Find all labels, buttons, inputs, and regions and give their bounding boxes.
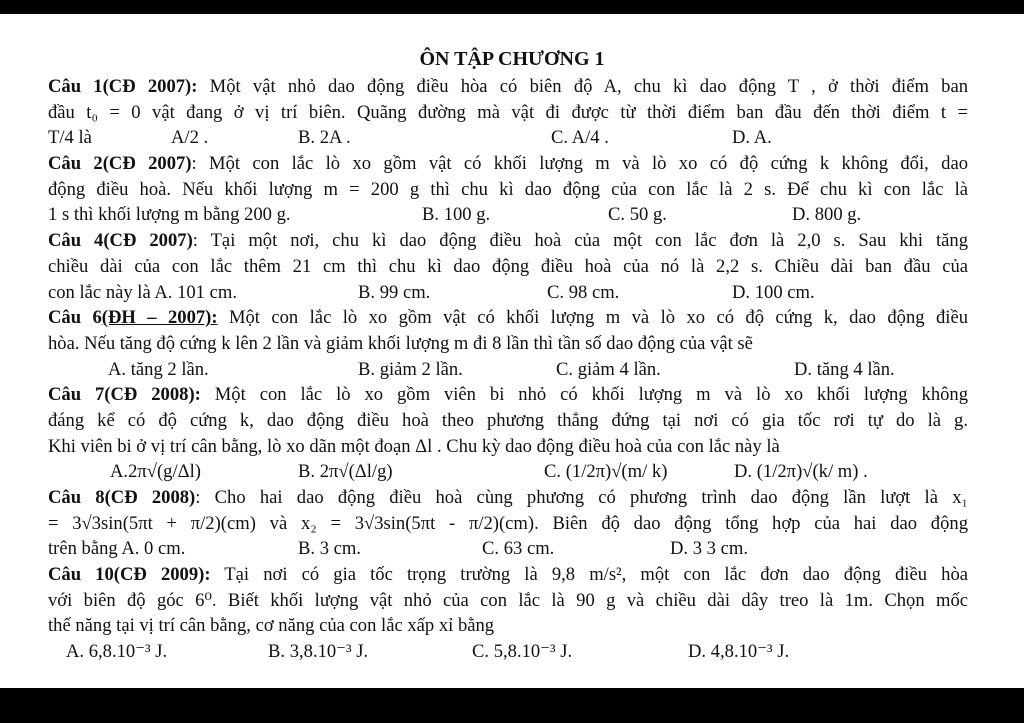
q1-option-b: B. 2A .	[298, 127, 351, 149]
q7-option-c: C. (1/2π)√(m/ k)	[544, 461, 668, 483]
q4-line-1: Câu 4(CĐ 2007): Tại một nơi, chu kì dao động điều hoà của một con lắc đơn là 2,0 s. Sau khi tăng	[48, 230, 968, 252]
q4-option-c: C. 98 cm.	[547, 281, 620, 303]
q8-option-c: C. 63 cm.	[482, 538, 555, 560]
q7-line-1: Câu 7(CĐ 2008): Một con lắc lò xo gồm viên bi nhỏ có khối lượng m và lò xo khối lượng không	[48, 384, 969, 406]
q2-head: Câu 2(CĐ 2007)	[48, 153, 192, 175]
q2-option-c: C. 50 g.	[608, 204, 667, 226]
q6-line-1: Câu 6(ĐH – 2007): Một con lắc lò xo gồm vật có khối lượng m và lò xo có độ cứng k, dao động điều	[48, 307, 968, 329]
q4-head: Câu 4(CĐ 2007)	[48, 230, 193, 252]
question-7	[48, 382, 968, 485]
q8-option-b: B. 3 cm.	[298, 538, 362, 560]
q10-option-b: B. 3,8.10⁻³ J.	[268, 641, 369, 663]
q7-line-2: đáng kể có độ cứng k, dao động điều hoà theo phương thẳng đứng tại nơi có gia tốc rơi tự do là g.	[48, 409, 968, 431]
q8-option-a: trên bằng A. 0 cm.	[48, 538, 186, 560]
q2-line-2: động điều hoà. Nếu khối lượng m = 200 g thì chu kì dao động của con lắc là 2 s. Để chu kì con lắc là	[48, 178, 968, 200]
q7-option-b: B. 2π√(Δl/g)	[298, 461, 393, 483]
q7-option-d: D. (1/2π)√(k/ m) .	[734, 461, 868, 483]
q10-option-d: D. 4,8.10⁻³ J.	[688, 641, 790, 663]
q1-option-c: C. A/4 .	[551, 127, 609, 149]
question-4	[48, 228, 968, 305]
question-1	[48, 74, 968, 151]
q8-line-1: Câu 8(CĐ 2008): Cho hai dao động điều hoà cùng phương có phương trình dao động lần lượt là x₁	[48, 487, 968, 508]
q7-head: Câu 7(CĐ 2008):	[48, 384, 201, 406]
question-6	[48, 305, 968, 382]
q10-option-a: A. 6,8.10⁻³ J.	[66, 641, 168, 663]
q6-option-b: B. giảm 2 lần.	[358, 358, 463, 380]
q2-option-b: B. 100 g.	[422, 204, 491, 226]
q4-options	[48, 280, 968, 306]
q7-line-3: Khi viên bi ở vị trí cân bằng, lò xo dãn một đoạn Δl . Chu kỳ dao động điều hoà của con lắc này là	[48, 435, 780, 457]
q8-option-d: D. 3 3 cm.	[670, 538, 748, 560]
q4-option-b: B. 99 cm.	[358, 281, 431, 303]
q2-options	[48, 202, 968, 228]
q8-options	[48, 536, 968, 562]
q1-line-2: đầu t₀ = 0 vật đang ở vị trí biên. Quãng đường mà vật đi được từ thời điểm ban đầu đến thời điểm t =	[48, 101, 968, 123]
q4-option-d: D. 100 cm.	[732, 281, 815, 303]
q6-option-c: C. giảm 4 lần.	[556, 358, 661, 380]
q7-options	[48, 459, 968, 485]
q10-head: Câu 10(CĐ 2009):	[48, 564, 211, 586]
q10-line-1: Câu 10(CĐ 2009): Tại nơi có gia tốc trọng trường là 9,8 m/s², một con lắc đơn dao động điều hòa	[48, 564, 968, 586]
q6-options	[48, 357, 968, 383]
question-2	[48, 151, 968, 228]
q10-options	[48, 639, 968, 665]
q4-option-a: con lắc này là A. 101 cm.	[48, 281, 237, 303]
q1-line-1: Câu 1(CĐ 2007): Một vật nhỏ dao động điều hòa có biên độ A, chu kì dao động T , ở thời điểm ban	[48, 76, 968, 97]
q2-option-d: D. 800 g.	[792, 204, 862, 226]
page-title: ÔN TẬP CHƯƠNG 1	[419, 48, 605, 70]
q6-head: Câu 6(ĐH – 2007):	[48, 307, 218, 329]
q8-line-2: = 3√3sin(5πt + π/2)(cm) và x₂ = 3√3sin(5πt - π/2)(cm). Biên độ dao động tổng hợp của hai dao động	[48, 512, 968, 534]
q4-line-2: chiều dài của con lắc thêm 21 cm thì chu kì dao động điều hoà của nó là 2,2 s. Chiều dài ban đầu của	[48, 255, 968, 277]
q10-line-3: thế năng tại vị trí cân bằng, cơ năng của con lắc xấp xỉ bằng	[48, 615, 495, 637]
q2-option-a: 1 s thì khối lượng m bằng 200 g.	[48, 204, 291, 226]
q1-option-a: A/2 .	[171, 127, 209, 149]
q8-head: Câu 8(CĐ 2008)	[48, 487, 196, 508]
q10-line-2: với biên độ góc 6⁰. Biết khối lượng vật nhỏ của con lắc là 90 g và chiều dài dây treo là 1m. Chọn mốc	[48, 589, 968, 611]
question-8	[48, 485, 968, 562]
question-list	[48, 74, 968, 665]
q10-option-c: C. 5,8.10⁻³ J.	[472, 641, 573, 663]
q6-option-d: D. tăng 4 lần.	[794, 358, 895, 380]
q1-option-d: D. A.	[732, 127, 772, 149]
q6-option-a: A. tăng 2 lần.	[108, 358, 209, 380]
q6-line-2: hòa. Nếu tăng độ cứng k lên 2 lần và giảm khối lượng m đi 8 lần thì tần số dao động của vật sẽ	[48, 332, 753, 354]
question-10	[48, 562, 968, 665]
q1-options: T/4 là A/2 . B. 2A . C. A/4 . D. A.	[48, 125, 968, 151]
q1-head: Câu 1(CĐ 2007):	[48, 76, 198, 97]
document-page	[0, 14, 1024, 688]
q7-option-a: A.2π√(g/Δl)	[110, 461, 201, 483]
q2-line-1: Câu 2(CĐ 2007): Một con lắc lò xo gồm vật có khối lượng m và lò xo có độ cứng k không đổi, dao	[48, 153, 968, 175]
